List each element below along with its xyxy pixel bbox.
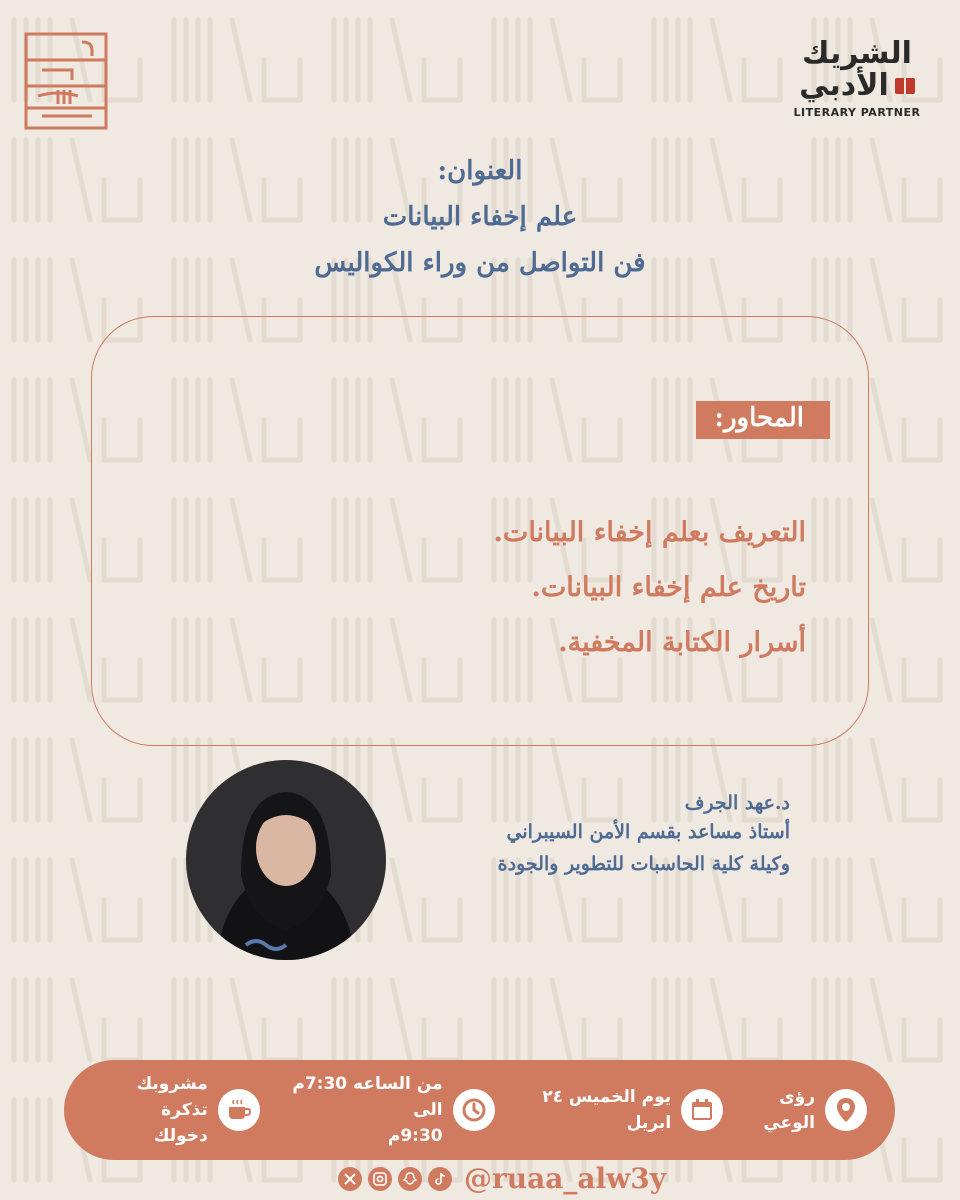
- title-line2: فن التواصل من وراء الكواليس: [314, 248, 646, 278]
- axes-item: التعريف بعلم إخفاء البيانات.: [493, 517, 806, 548]
- drink-item: [86, 1071, 260, 1149]
- speaker-role-line2: وكيلة كلية الحاسبات للتطوير والجودة: [497, 853, 790, 875]
- axes-item: تاريخ علم إخفاء البيانات.: [531, 572, 806, 603]
- speaker-info: [498, 790, 790, 880]
- axes-item: أسرار الكتابة المخفية.: [558, 627, 806, 658]
- speaker-photo: [186, 760, 386, 960]
- location-pin-icon: [825, 1089, 867, 1131]
- ruaa-alwaee-logo-icon: [22, 30, 110, 132]
- social-row: [338, 1164, 666, 1194]
- drink-text: [86, 1071, 208, 1149]
- calendar-icon: [681, 1089, 723, 1131]
- date-text: يوم الخميس ٢٤ ابريل: [542, 1087, 672, 1133]
- time-item: [260, 1071, 495, 1149]
- date-item: [495, 1084, 724, 1136]
- literary-partner-logo: [792, 38, 922, 119]
- partner-arabic-line1: الشريك: [802, 36, 912, 71]
- book-icon: [895, 78, 915, 94]
- social-handle[interactable]: @ruaa_alw3y: [464, 1162, 667, 1195]
- clock-icon: [453, 1089, 495, 1131]
- location-item: [723, 1084, 867, 1136]
- drink-line2: دخولك: [153, 1126, 208, 1146]
- partner-english: LITERARY PARTNER: [793, 106, 921, 119]
- title-label: العنوان:: [437, 156, 523, 186]
- time-line1: من الساعه 7:30م الى: [292, 1074, 443, 1120]
- speaker-role-line1: أستاذ مساعد بقسم الأمن السيبراني: [506, 821, 790, 843]
- location-text: رؤى الوعي: [763, 1087, 815, 1133]
- axes-header: المحاور:: [696, 401, 830, 439]
- coffee-cup-icon: [218, 1089, 260, 1131]
- axes-card: [91, 316, 869, 746]
- axes-list: [494, 505, 807, 670]
- tiktok-icon[interactable]: [428, 1167, 452, 1191]
- time-text: [260, 1071, 443, 1149]
- title-block: [0, 148, 960, 286]
- speaker-name: د.عهد الجرف: [684, 792, 790, 814]
- time-line2: 9:30م: [387, 1126, 443, 1146]
- partner-arabic-line2: الأدبي: [799, 68, 889, 103]
- x-icon[interactable]: [338, 1167, 362, 1191]
- snapchat-icon[interactable]: [398, 1167, 422, 1191]
- title-line1: علم إخفاء البيانات: [382, 202, 578, 232]
- instagram-icon[interactable]: [368, 1167, 392, 1191]
- drink-line1: مشروبك تذكرة: [136, 1074, 208, 1120]
- event-info-bar: [64, 1060, 895, 1160]
